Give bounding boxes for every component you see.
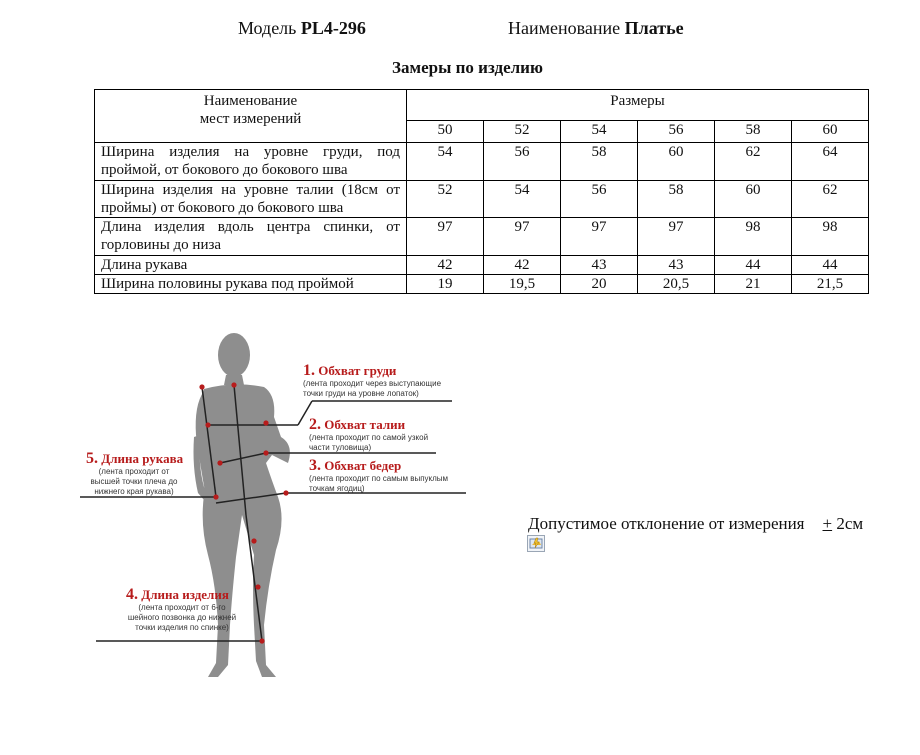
size-cell: 56 xyxy=(638,121,715,143)
row-label: Ширина изделия на уровне груди, под проймой, от бокового до бокового шва xyxy=(95,143,407,181)
row-value: 56 xyxy=(484,143,561,181)
row-value: 64 xyxy=(792,143,869,181)
row-value: 44 xyxy=(715,256,792,275)
row-value: 62 xyxy=(792,181,869,218)
table-header-row xyxy=(95,90,869,121)
measure-1-title: 1. Обхват груди xyxy=(303,362,397,379)
row-value: 97 xyxy=(484,218,561,256)
row-value: 98 xyxy=(792,218,869,256)
row-value: 19 xyxy=(407,275,484,294)
row-value: 43 xyxy=(638,256,715,275)
measure-2-note: (лента проходит по самой узкой части туловища) xyxy=(309,433,429,452)
measure-5-title: 5. Длина рукава xyxy=(86,450,184,467)
tolerance-value: 2см xyxy=(832,514,864,533)
measure-3-note: (лента проходит по самым выпуклым точкам ягодиц) xyxy=(309,474,449,493)
row-value: 20,5 xyxy=(638,275,715,294)
row-value: 20 xyxy=(561,275,638,294)
embedded-image-icon xyxy=(529,537,543,550)
product-name-header xyxy=(508,18,684,39)
size-cell: 58 xyxy=(715,121,792,143)
param-header-cell xyxy=(95,90,407,143)
measure-5-note: (лента проходит от высшей точки плеча до нижнего края рукава) xyxy=(90,467,178,496)
row-value: 44 xyxy=(792,256,869,275)
embedded-object-icon[interactable] xyxy=(527,535,545,552)
row-label: Ширина изделия на уровне талии (18см от проймы) от бокового до бокового шва xyxy=(95,181,407,218)
table-row xyxy=(95,181,869,218)
measure-4-title: 4. Длина изделия xyxy=(126,586,229,603)
tolerance-sign: + xyxy=(822,514,833,533)
measure-4-note: (лента проходит от 6-го шейного позвонка до нижней точки изделия по спинке) xyxy=(127,603,237,632)
row-value: 98 xyxy=(715,218,792,256)
row-value: 56 xyxy=(561,181,638,218)
table-row xyxy=(95,143,869,181)
row-label: Длина рукава xyxy=(95,256,407,275)
row-label: Ширина половины рукава под проймой xyxy=(95,275,407,294)
row-value: 21,5 xyxy=(792,275,869,294)
row-value: 60 xyxy=(715,181,792,218)
tolerance-text: Допустимое отклонение от измерения xyxy=(528,514,805,533)
row-value: 54 xyxy=(484,181,561,218)
table-row xyxy=(95,275,869,294)
row-label: Длина изделия вдоль центра спинки, от горловины до низа xyxy=(95,218,407,256)
size-cell: 54 xyxy=(561,121,638,143)
size-cell: 50 xyxy=(407,121,484,143)
measure-1-note: (лента проходит через выступающие точки груди на уровне лопаток) xyxy=(303,379,442,398)
model-value: PL4-296 xyxy=(300,18,366,38)
sizes-header-cell: Размеры xyxy=(407,90,869,121)
row-value: 97 xyxy=(407,218,484,256)
row-value: 62 xyxy=(715,143,792,181)
row-value: 97 xyxy=(638,218,715,256)
measurements-table xyxy=(94,89,869,294)
row-value: 42 xyxy=(407,256,484,275)
size-cell: 52 xyxy=(484,121,561,143)
measure-3-title: 3. Обхват бедер xyxy=(309,457,402,474)
model-label: Модель xyxy=(238,18,297,38)
row-value: 52 xyxy=(407,181,484,218)
row-value: 58 xyxy=(638,181,715,218)
row-value: 43 xyxy=(561,256,638,275)
param-header-line2: мест измерений xyxy=(199,111,302,127)
row-value: 97 xyxy=(561,218,638,256)
row-value: 21 xyxy=(715,275,792,294)
row-value: 60 xyxy=(638,143,715,181)
name-value: Платье xyxy=(624,18,684,38)
model-header xyxy=(238,18,366,39)
name-label: Наименование xyxy=(508,18,621,38)
size-cell: 60 xyxy=(792,121,869,143)
row-value: 42 xyxy=(484,256,561,275)
table-title: Замеры по изделию xyxy=(392,58,543,77)
measure-2-title: 2. Обхват талии xyxy=(309,416,406,433)
row-value: 54 xyxy=(407,143,484,181)
row-value: 58 xyxy=(561,143,638,181)
table-row xyxy=(95,218,869,256)
table-row xyxy=(95,256,869,275)
tolerance-note xyxy=(528,514,863,534)
param-header-line1: Наименование xyxy=(203,93,298,109)
row-value: 19,5 xyxy=(484,275,561,294)
